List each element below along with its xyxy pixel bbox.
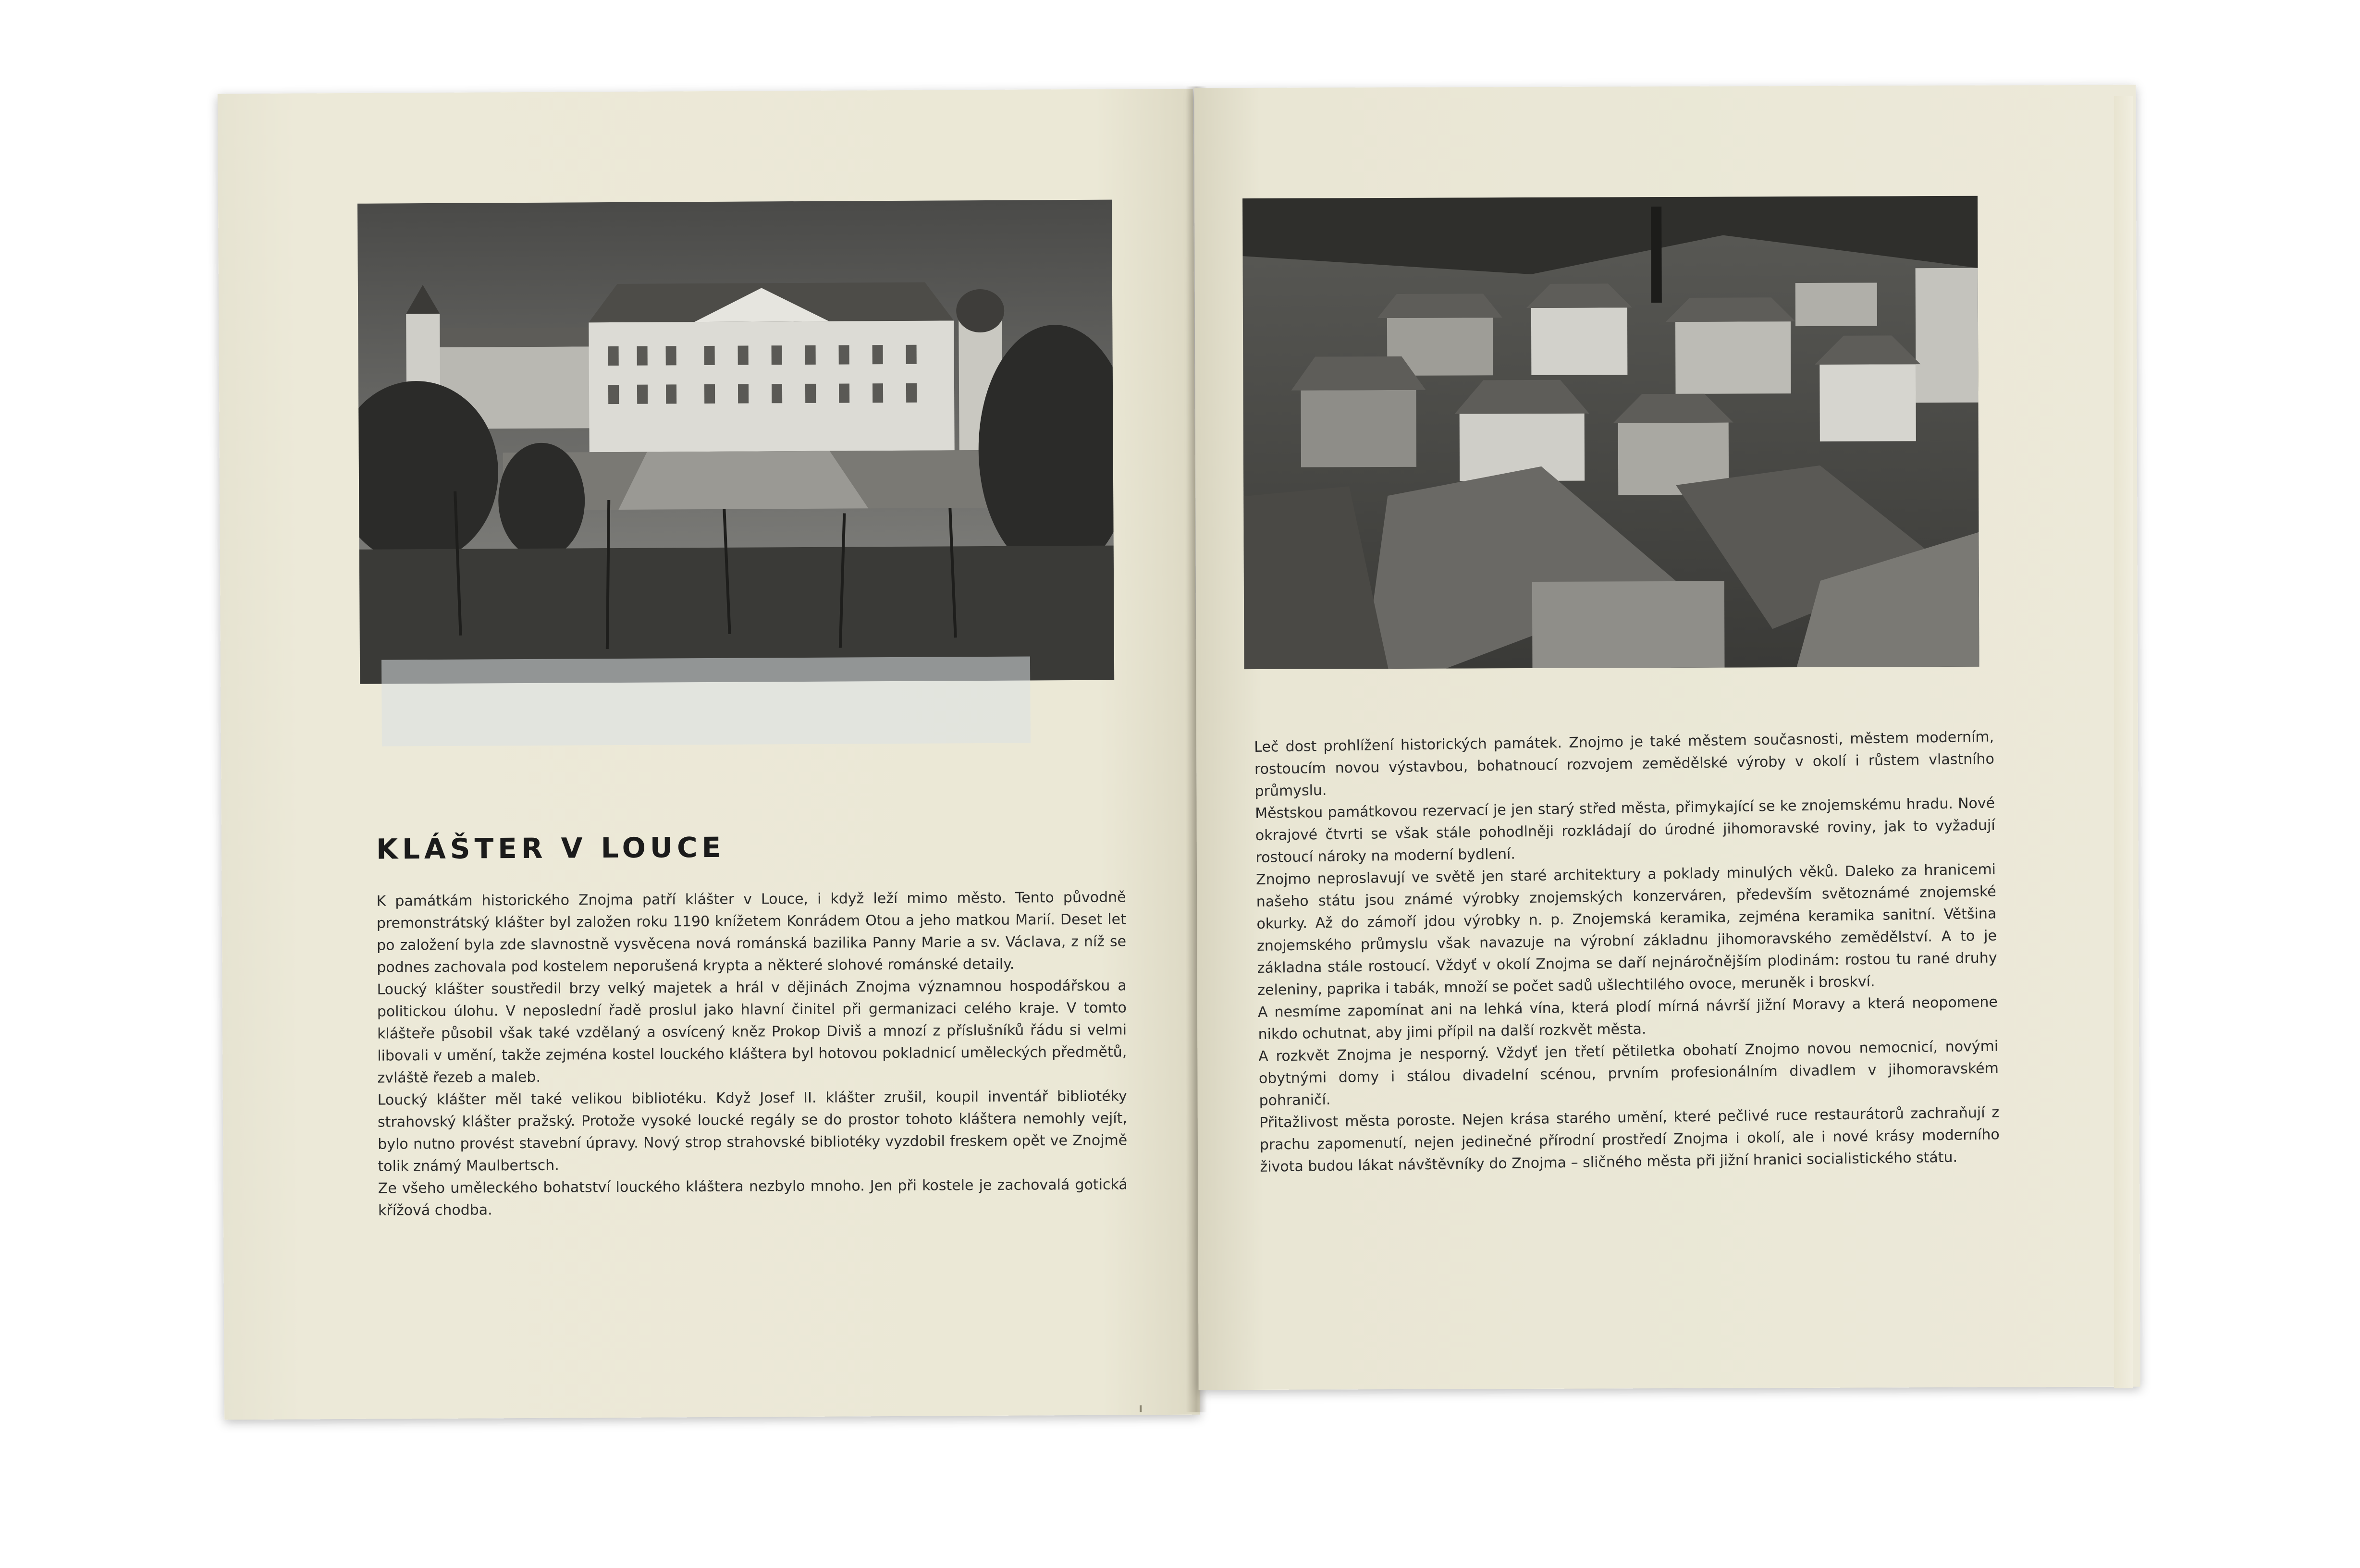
right-page xyxy=(1194,85,2140,1390)
paragraph: Ze všeho uměleckého bohatství louckého kláštera nezbylo mnoho. Jen při kostele je zachovalá gotická křížová chodba. xyxy=(378,1176,1128,1219)
page-stack-edge xyxy=(2114,96,2133,1388)
monastery-photo xyxy=(357,200,1114,684)
paragraph: Loucký klášter soustředil brzy velký majetek a hrál v dějinách Znojma významnou hospodářskou a politickou úlohu. V neposlední řadě proslul jako hlavní činitel při germanizaci celého kraje. V tomto klášteře působil však také vzdělaný a osvícený kněz Prokop Diviš a mnozí z příslušníků řádu si velmi libovali v umění, takže zejména kostel louckého kláštera byl hotovou pokladnicí uměleckých předmětů, zvláště řezeb a maleb. xyxy=(377,977,1127,1087)
paragraph: Přitažlivost města poroste. Nejen krása starého umění, které pečlivé ruce restaurátorů zachraňují z prachu zapomenutí, nejen jedinečné přírodní prostředí Znojma i okolí, ale i nové krásy moderního života budou lákat návštěvníky do Znojma – sličného města při jižní hranici socialistického státu. xyxy=(1259,1104,2000,1176)
paragraph: A rozkvět Znojma je nesporný. Vždyť jen třetí pětiletka obohatí Znojmo novou nemocnicí, novými obytnými domy i stálou divadelní scénou, prvním profesionálním divadlem v jihomoravském pohraničí. xyxy=(1258,1038,1999,1109)
town-rooftops-photo xyxy=(1242,196,1979,669)
left-article-text xyxy=(376,886,1128,1222)
page-heading: KLÁŠTER V LOUCE xyxy=(376,831,725,866)
paragraph: Loucký klášter měl také velikou bibliotéku. Když Josef II. klášter zrušil, koupil inventář bibliotéky strahovský klášter pražský. Protože vysoké loucké regály se do prostor tohoto kláštera nemohly vejít, bylo nutno provést stavební úpravy. Nový strop strahovské bibliotéky vyzdobil freskem opět ve Znojmě tolik známý Maulbertsch. xyxy=(377,1088,1128,1175)
paragraph: Znojmo neproslavují ve světě jen staré architektury a poklady minulých věků. Daleko za hranicemi našeho státu jsou známé výrobky znojemských konzerváren, především světoznámé znojemské okurky. Až do zámoří jdou výrobky n. p. Znojemská keramika, zejména keramika sanitní. Většina znojemského průmyslu však navazuje na výrobní základnu jihomoravského zemědělství. A to je základna stále rostoucí. Vždyť v okolí Znojma se daří nejnáročnějším plodinám: rostou tu rané druhy zeleniny, paprika i tabák, množí se počet sadů ušlechtilého ovoce, meruněk i broskví. xyxy=(1255,861,1997,999)
paragraph: Leč dost prohlížení historických památek. Znojmo je také městem současnosti, městem moderním, rostoucím novou výstavbou, bohatnoucí rozvojem zemědělské výroby v okolí i růstem vlastního průmyslu. xyxy=(1254,728,1995,800)
paragraph: K památkám historického Znojma patří klášter v Louce, i když leží mimo město. Tento původně premonstrátský klášter byl založen roku 1190 knížetem Konrádem Otou a jeho matkou Marií. Deset let po založení byla zde slavnostně vysvěcena nová románská bazilika Panny Marie a sv. Václava, z níž se podnes zachovala pod kostelem neporušená krypta a některé slohové románské detaily. xyxy=(376,889,1127,976)
staple-mark xyxy=(1140,1405,1142,1412)
paragraph: A nesmíme zapomínat ani na lehká vína, která plodí mírná návrší jižní Moravy a která neopomene nikdo ochutnat, aby jimi přípil na další rozkvět města. xyxy=(1257,993,1998,1043)
left-page xyxy=(218,89,1200,1420)
paragraph: Městskou památkovou rezervací je jen starý střed města, přimykající se ke znojemskému hradu. Nové okrajové čtvrti se však stále pohodlněji rozkládají do úrodné jihomoravské roviny, jak to vyžadují rostoucí nároky na moderní bydlení. xyxy=(1254,795,1995,866)
print-bleed-shadow xyxy=(381,656,1031,746)
right-article-text xyxy=(1254,726,2000,1178)
